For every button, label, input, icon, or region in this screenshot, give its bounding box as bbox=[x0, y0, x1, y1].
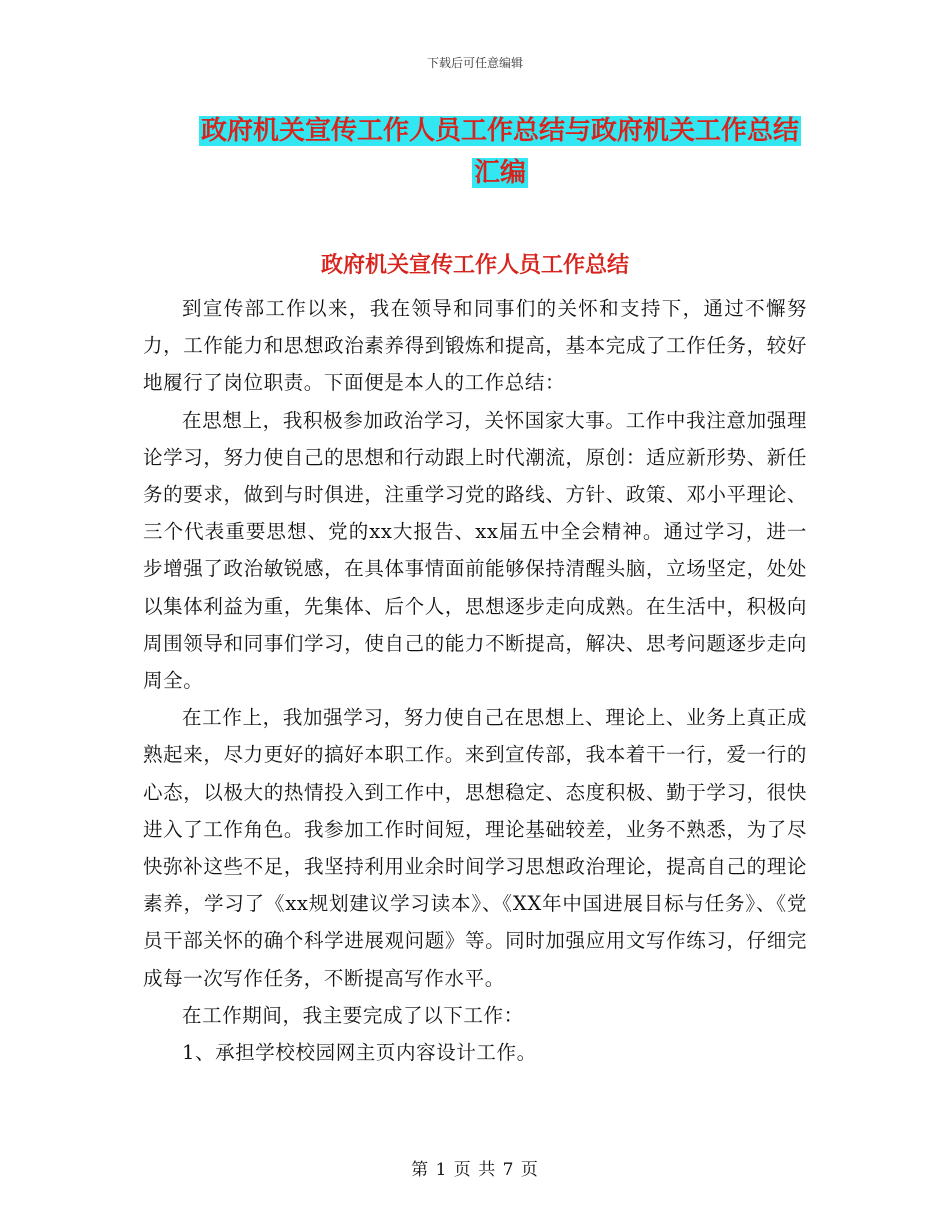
paragraph-thought: 在思想上，我积极参加政治学习，关怀国家大事。工作中我注意加强理论学习，努力使自己的思想和行动跟上时代潮流，原创：适应新形势、新任务的要求，做到与时俱进，注重学习党的路线、方针、政策、邓小平理论、三个代表重要思想、党的xx大报告、xx届五中全会精神。通过学习，进一步增强了政治敏锐感，在具体事情面前能够保持清醒头脑，立场坚定，处处以集体利益为重，先集体、后个人，思想逐步走向成熟。在生活中，积极向周围领导和同事们学习，使自己的能力不断提高，解决、思考问题逐步走向周全。 bbox=[143, 408, 807, 693]
page-footer: 第 1 页 共 7 页 bbox=[411, 1160, 539, 1180]
title-line-1: 政府机关宣传工作人员工作总结与政府机关工作总结 bbox=[200, 116, 799, 146]
section-title: 政府机关宣传工作人员工作总结 bbox=[320, 253, 629, 278]
paragraph-work: 在工作上，我加强学习，努力使自己在思想上、理论上、业务上真正成熟起来，尽力更好的搞好本职工作。来到宣传部，我本着干一行，爱一行的心态，以极大的热情投入到工作中，思想稳定、态度积极、勤于学习，很快进入了工作角色。我参加工作时间短，理论基础较差，业务不熟悉，为了尽快弥补这些不足，我坚持利用业余时间学习思想政治理论，提高自己的理论素养，学习了《xx规划建议学习读本》、《XX年中国进展目标与任务》、《党员干部关怀的确个科学进展观问题》等。同时加强应用文写作练习，仔细完成每一次写作任务，不断提高写作水平。 bbox=[143, 706, 807, 990]
paragraph-task-1: 1、承担学校校园网主页内容设计工作。 bbox=[182, 1041, 537, 1065]
header-note: 下载后可任意编辑 bbox=[426, 56, 523, 70]
paragraph-tasks-intro: 在工作期间，我主要完成了以下工作： bbox=[182, 1003, 524, 1027]
body-text bbox=[143, 290, 807, 1071]
title-line-2: 汇编 bbox=[473, 158, 526, 188]
document-title bbox=[140, 110, 860, 194]
paragraph-intro: 到宣传部工作以来，我在领导和同事们的关怀和支持下，通过不懈努力，工作能力和思想政治素养得到锻炼和提高，基本完成了工作任务，较好地履行了岗位职责。下面便是本人的工作总结： bbox=[143, 297, 807, 395]
